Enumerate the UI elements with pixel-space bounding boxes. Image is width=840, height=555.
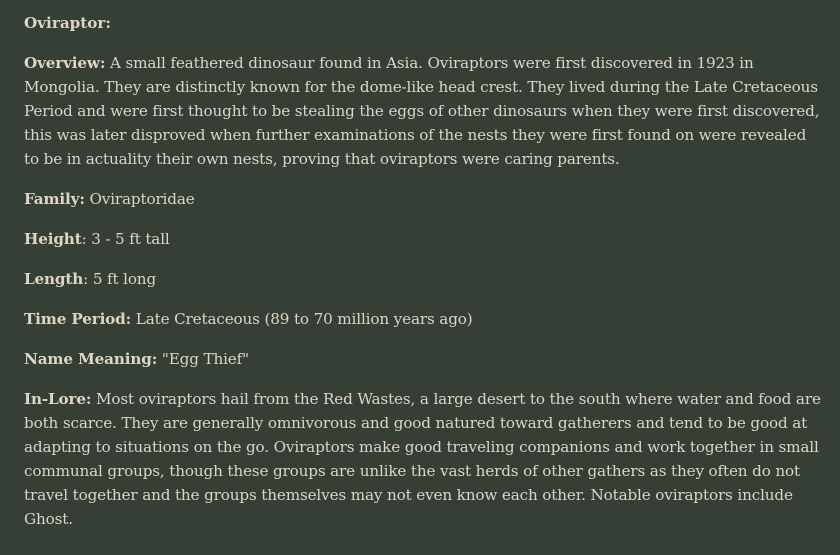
time-period-label: Time Period: xyxy=(24,310,132,328)
page-title: Oviraptor: xyxy=(24,14,112,32)
time-period-text: Late Cretaceous (89 to 70 million years ago) xyxy=(131,310,473,328)
in-lore-entry xyxy=(24,387,824,531)
overview-label: Overview: xyxy=(24,54,106,72)
family-entry xyxy=(24,187,824,211)
length-text: : 5 ft long xyxy=(83,270,157,288)
family-label: Family: xyxy=(24,190,85,208)
name-meaning-label: Name Meaning: xyxy=(24,350,158,368)
overview-entry xyxy=(24,51,824,171)
height-label: Height xyxy=(24,230,82,248)
time-period-entry xyxy=(24,307,824,331)
height-entry xyxy=(24,227,824,251)
family-text: Oviraptoridae xyxy=(84,190,195,208)
length-label: Length xyxy=(24,270,84,288)
length-entry xyxy=(24,267,824,291)
height-text: : 3 - 5 ft tall xyxy=(81,230,170,248)
name-meaning-text: "Egg Thief" xyxy=(157,350,249,368)
in-lore-text: Most oviraptors hail from the Red Wastes, a large desert to the south where water and food are both scarce. They are generally omnivorous and good natured toward gatherers and tend to be good at adapting to situations on the go. Oviraptors make good traveling companions and work together in small communal groups, though these groups are unlike the vast herds of other gathers as they often do not travel together and the groups themselves may not even know each other. Notable oviraptors include Ghost. xyxy=(24,390,821,528)
in-lore-label: In-Lore: xyxy=(24,390,92,408)
overview-text: A small feathered dinosaur found in Asia. Oviraptors were first discovered in 1923 in Mongolia. They are distinctly known for the dome-like head crest. They lived during the Late Cretaceous Period and were first thought to be stealing the eggs of other dinosaurs when they were first discovered, this was later disproved when further examinations of the nests they were first found on were revealed to be in actuality their own nests, proving that oviraptors were caring parents. xyxy=(24,54,820,168)
name-meaning-entry xyxy=(24,347,824,371)
